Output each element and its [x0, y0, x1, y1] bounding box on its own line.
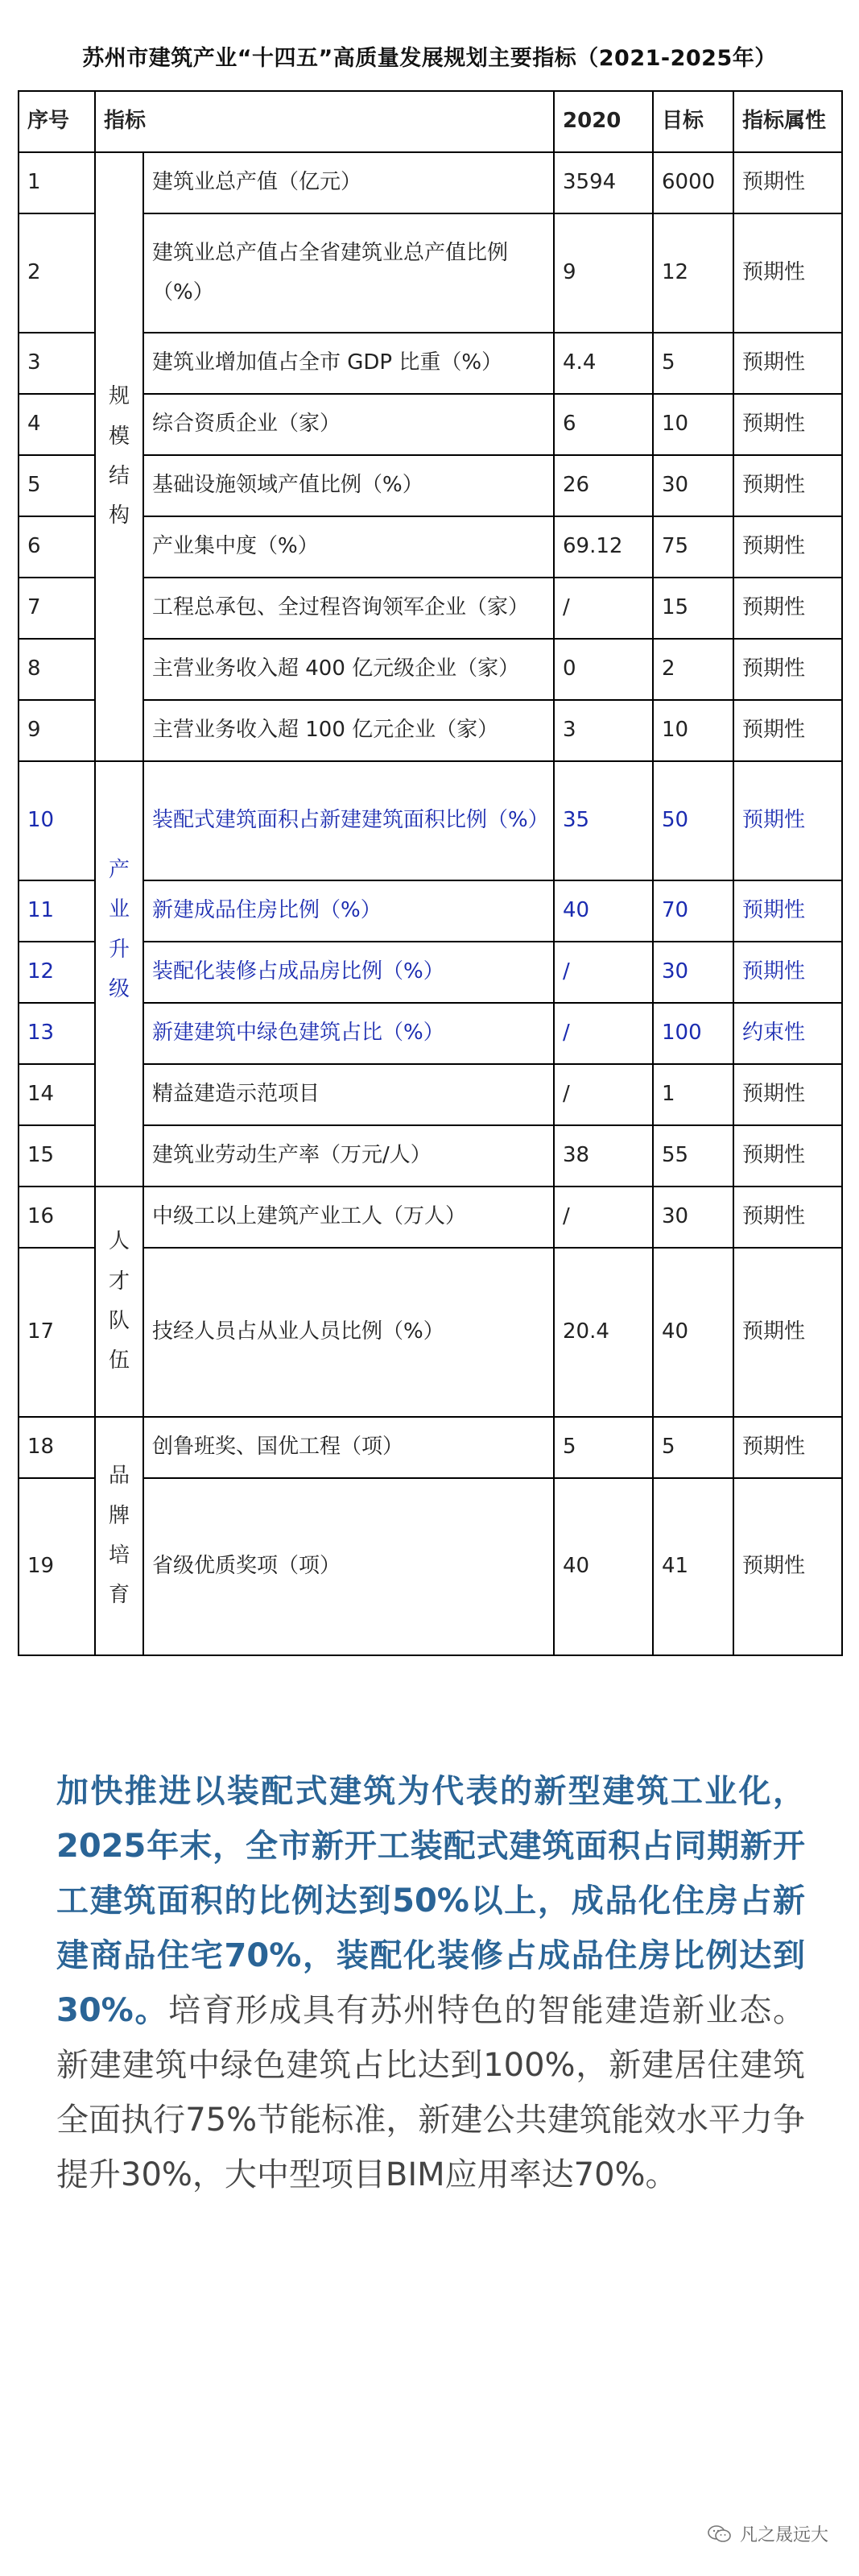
row-2020: 40 — [554, 880, 653, 942]
row-target: 40 — [653, 1248, 733, 1417]
row-attr: 预期性 — [733, 880, 842, 942]
row-indicator: 基础设施领域产值比例（%） — [143, 455, 554, 516]
row-attr: 预期性 — [733, 1417, 842, 1478]
category-char: 队 — [108, 1309, 130, 1333]
row-attr: 预期性 — [733, 1187, 842, 1248]
row-2020: 3 — [554, 700, 653, 761]
row-2020: 38 — [554, 1125, 653, 1187]
row-2020: 3594 — [554, 152, 653, 213]
row-2020: / — [554, 1187, 653, 1248]
header-target: 目标 — [653, 91, 733, 152]
row-indicator: 省级优质奖项（项） — [143, 1478, 554, 1655]
row-no: 5 — [19, 455, 95, 516]
table-row — [19, 1417, 842, 1478]
table-row — [19, 1187, 842, 1248]
row-indicator: 装配化装修占成品房比例（%） — [143, 942, 554, 1003]
row-2020: 4.4 — [554, 333, 653, 394]
row-2020: 9 — [554, 213, 653, 333]
row-target: 10 — [653, 700, 733, 761]
row-no: 2 — [19, 213, 95, 333]
row-no: 1 — [19, 152, 95, 213]
category-char: 业 — [108, 897, 130, 922]
row-no: 18 — [19, 1417, 95, 1478]
row-attr: 预期性 — [733, 942, 842, 1003]
category-char: 产 — [108, 858, 130, 882]
table-header-row — [19, 91, 842, 152]
row-target: 30 — [653, 455, 733, 516]
row-2020: / — [554, 1003, 653, 1064]
row-2020: 20.4 — [554, 1248, 653, 1417]
row-no: 10 — [19, 761, 95, 880]
row-attr: 预期性 — [733, 333, 842, 394]
row-target: 15 — [653, 578, 733, 639]
row-indicator: 技经人员占从业人员比例（%） — [143, 1248, 554, 1417]
paragraph-text: 培育形成具有苏州特色的智能建造新业态。新建建筑中绿色建筑占比达到100%，新建居住建筑全面执行75%节能标准，新建公共建筑能效水平力争提升30%，大中型项目BIM应用率达70%。 — [56, 1992, 805, 2193]
category-char: 构 — [108, 503, 130, 528]
header-attr: 指标属性 — [733, 91, 842, 152]
category-char: 结 — [108, 464, 130, 488]
row-indicator: 新建成品住房比例（%） — [143, 880, 554, 942]
row-target: 12 — [653, 213, 733, 333]
category-char: 规 — [108, 384, 130, 409]
row-no: 16 — [19, 1187, 95, 1248]
row-no: 3 — [19, 333, 95, 394]
row-attr: 预期性 — [733, 455, 842, 516]
row-attr: 预期性 — [733, 1478, 842, 1655]
row-target: 10 — [653, 394, 733, 455]
table-title: 苏州市建筑产业“十四五”高质量发展规划主要指标（2021-2025年） — [82, 46, 777, 71]
header-2020: 2020 — [554, 91, 653, 152]
row-no: 7 — [19, 578, 95, 639]
row-2020: / — [554, 578, 653, 639]
row-target: 30 — [653, 942, 733, 1003]
row-2020: 6 — [554, 394, 653, 455]
header-no: 序号 — [19, 91, 95, 152]
row-attr: 预期性 — [733, 394, 842, 455]
row-indicator: 建筑业劳动生产率（万元/人） — [143, 1125, 554, 1187]
row-no: 6 — [19, 516, 95, 578]
row-no: 8 — [19, 639, 95, 700]
row-indicator: 综合资质企业（家） — [143, 394, 554, 455]
row-attr: 预期性 — [733, 639, 842, 700]
row-no: 15 — [19, 1125, 95, 1187]
row-attr: 预期性 — [733, 213, 842, 333]
summary-paragraph — [56, 1764, 805, 2202]
row-2020: 5 — [554, 1417, 653, 1478]
row-attr: 预期性 — [733, 1125, 842, 1187]
category-char: 级 — [108, 977, 130, 1002]
row-target: 2 — [653, 639, 733, 700]
row-attr: 预期性 — [733, 1248, 842, 1417]
header-indicator: 指标 — [95, 91, 554, 152]
row-indicator: 产业集中度（%） — [143, 516, 554, 578]
row-indicator: 建筑业增加值占全市 GDP 比重（%） — [143, 333, 554, 394]
row-target: 30 — [653, 1187, 733, 1248]
indicators-table — [18, 90, 843, 1656]
row-attr: 预期性 — [733, 700, 842, 761]
row-attr: 预期性 — [733, 761, 842, 880]
row-indicator: 精益建造示范项目 — [143, 1064, 554, 1125]
row-target: 41 — [653, 1478, 733, 1655]
row-attr: 预期性 — [733, 1064, 842, 1125]
category-cell — [95, 152, 143, 761]
row-2020: / — [554, 942, 653, 1003]
category-cell — [95, 1417, 143, 1655]
row-target: 50 — [653, 761, 733, 880]
row-indicator: 装配式建筑面积占新建建筑面积比例（%） — [143, 761, 554, 880]
row-indicator: 新建建筑中绿色建筑占比（%） — [143, 1003, 554, 1064]
row-indicator: 创鲁班奖、国优工程（项） — [143, 1417, 554, 1478]
category-char: 育 — [108, 1583, 130, 1608]
row-attr: 预期性 — [733, 516, 842, 578]
row-target: 55 — [653, 1125, 733, 1187]
row-indicator: 主营业务收入超 400 亿元级企业（家） — [143, 639, 554, 700]
row-target: 5 — [653, 1417, 733, 1478]
watermark — [708, 2521, 828, 2546]
row-no: 12 — [19, 942, 95, 1003]
row-2020: 26 — [554, 455, 653, 516]
row-target: 5 — [653, 333, 733, 394]
paragraph-highlight: 加快推进以装配式建筑为代表的新型建筑工业化，2025年末，全市新开工装配式建筑面积占同期新开工建筑面积的比例达到50%以上，成品化住房占新建商品住宅70%，装配化装修占成品住房比例达到30%。 — [56, 1773, 805, 2029]
category-char: 培 — [108, 1543, 130, 1568]
row-no: 19 — [19, 1478, 95, 1655]
category-char: 升 — [108, 937, 130, 962]
wechat-icon — [708, 2525, 732, 2543]
row-2020: 35 — [554, 761, 653, 880]
row-no: 9 — [19, 700, 95, 761]
row-2020: 40 — [554, 1478, 653, 1655]
row-indicator: 中级工以上建筑产业工人（万人） — [143, 1187, 554, 1248]
row-target: 1 — [653, 1064, 733, 1125]
row-target: 70 — [653, 880, 733, 942]
category-char: 模 — [108, 424, 130, 449]
category-char: 伍 — [108, 1348, 130, 1373]
table-row — [19, 152, 842, 213]
row-2020: / — [554, 1064, 653, 1125]
row-attr: 预期性 — [733, 578, 842, 639]
row-attr: 预期性 — [733, 152, 842, 213]
row-target: 6000 — [653, 152, 733, 213]
row-no: 4 — [19, 394, 95, 455]
row-no: 14 — [19, 1064, 95, 1125]
row-indicator: 主营业务收入超 100 亿元企业（家） — [143, 700, 554, 761]
row-indicator: 建筑业总产值占全省建筑业总产值比例（%） — [143, 213, 554, 333]
row-attr: 约束性 — [733, 1003, 842, 1064]
row-target: 100 — [653, 1003, 733, 1064]
watermark-text: 凡之晟远大 — [739, 2525, 828, 2545]
category-cell — [95, 761, 143, 1187]
row-no: 13 — [19, 1003, 95, 1064]
row-target: 75 — [653, 516, 733, 578]
row-no: 17 — [19, 1248, 95, 1417]
category-char: 品 — [108, 1464, 130, 1489]
row-2020: 69.12 — [554, 516, 653, 578]
row-no: 11 — [19, 880, 95, 942]
category-char: 才 — [108, 1269, 130, 1294]
row-indicator: 工程总承包、全过程咨询领军企业（家） — [143, 578, 554, 639]
row-indicator: 建筑业总产值（亿元） — [143, 152, 554, 213]
category-cell — [95, 1187, 143, 1417]
category-char: 人 — [108, 1229, 130, 1254]
row-2020: 0 — [554, 639, 653, 700]
category-char: 牌 — [108, 1503, 130, 1528]
table-row-highlighted — [19, 761, 842, 880]
